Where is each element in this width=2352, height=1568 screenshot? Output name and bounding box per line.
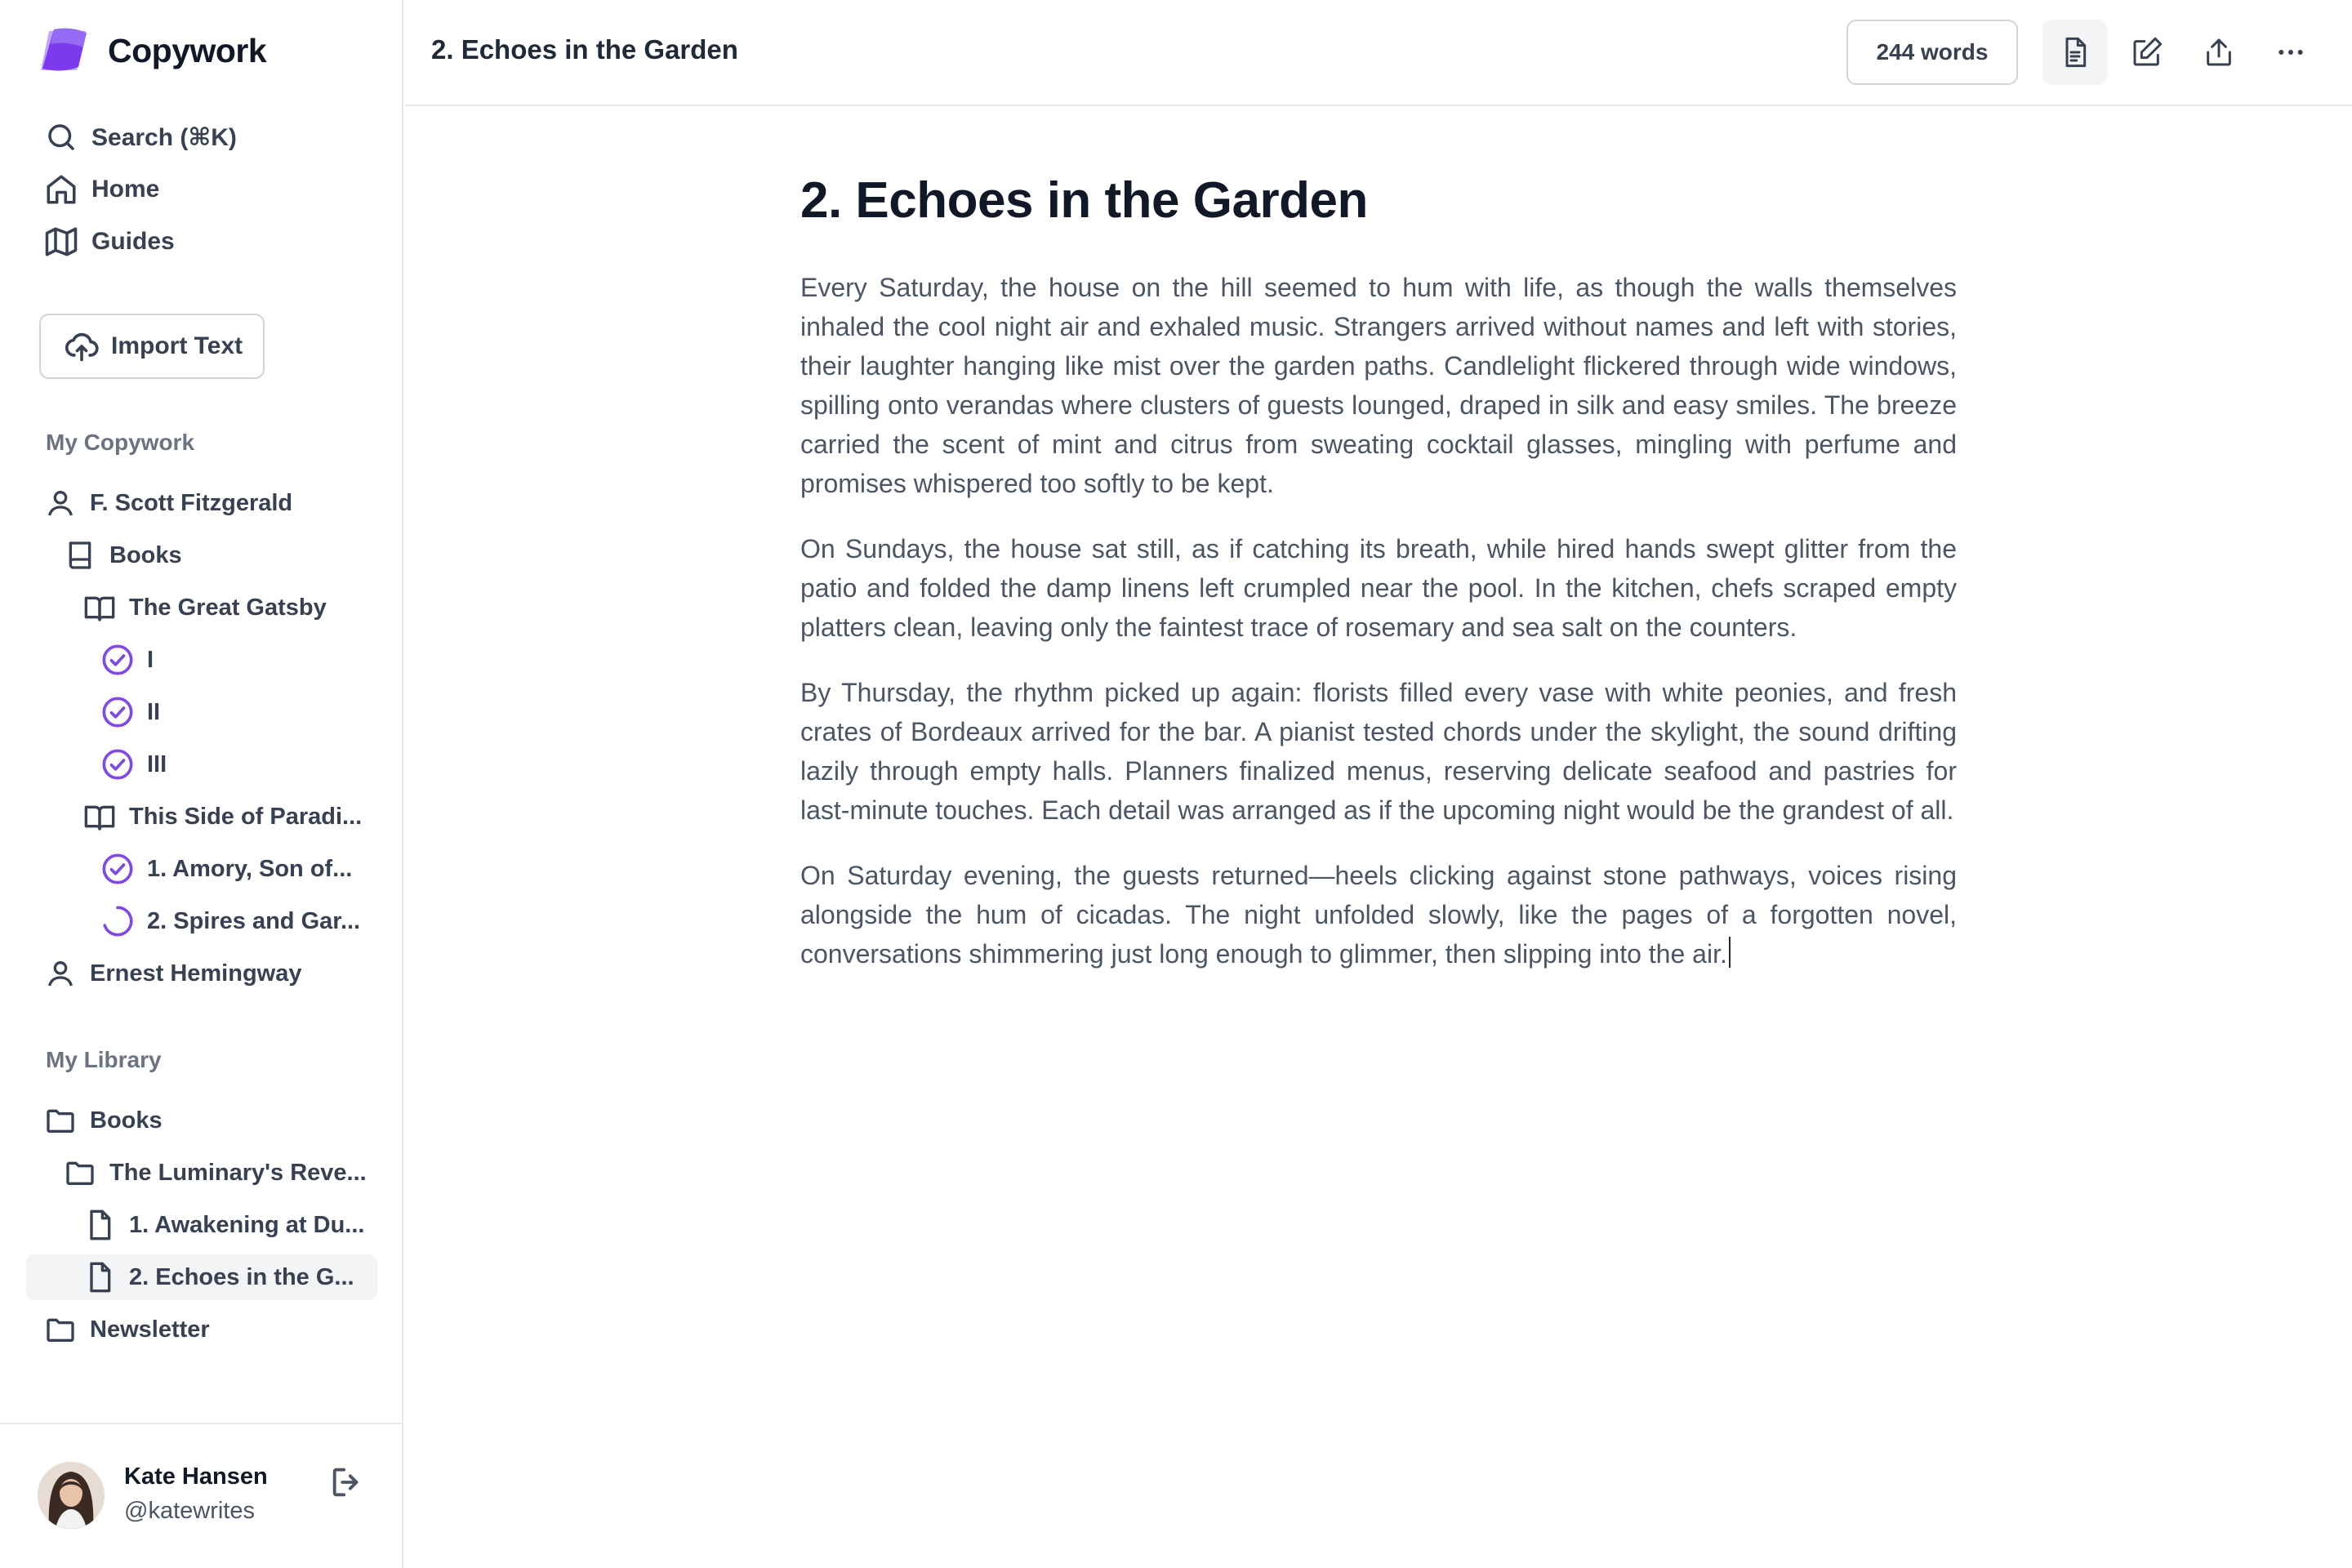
check-circle-icon — [101, 644, 134, 676]
paragraph: Every Saturday, the house on the hill seemed to hum with life, as though the walls themselves inhaled the cool night air and exhaled music. Strangers arrived without names and left with stories, their laughter hanging like mist over the garden paths. Candlelight flickered through wide windows, spilling onto verandas where clusters of guests lounged, draped in silk and easy smiles. The breeze carried the scent of mint and citrus from sweating cocktail glasses, mingling with perfume and promises whispered too softly to be kept. — [800, 273, 1957, 498]
paragraph: On Sundays, the house sat still, as if catching its breath, while hired hands swept glitter from the patio and folded the damp linens left crumpled near the pool. In the kitchen, chefs scraped empty platters clean, leaving only the faintest trace of rosemary and sea salt on the counters. — [800, 534, 1957, 642]
chapter-spires[interactable] — [101, 898, 360, 944]
doc-label: 1. Awakening at Du... — [129, 1211, 365, 1238]
check-circle-icon — [101, 748, 134, 781]
check-circle-icon — [101, 853, 134, 885]
author-hemingway[interactable] — [44, 951, 301, 996]
my-library-heading: My Library — [46, 1047, 162, 1072]
home-label: Home — [91, 176, 160, 203]
folder-label: The Luminary's Reve... — [109, 1159, 367, 1186]
author-label: Ernest Hemingway — [90, 960, 302, 987]
folder-luminary[interactable] — [64, 1150, 367, 1196]
logout-icon[interactable] — [328, 1463, 366, 1501]
avatar-portrait-icon — [38, 1462, 105, 1529]
edit-icon — [2131, 36, 2163, 69]
folder-icon — [64, 1156, 96, 1189]
my-copywork-heading: My Copywork — [46, 430, 195, 455]
import-text-button[interactable] — [39, 314, 265, 379]
paragraph: By Thursday, the rhythm picked up again: florists filled every vase with white peonies, and fresh crates of Bordeaux arrived for the bar. A pianist tested chords under the skylight, the sound drifting lazily through empty halls. Planners finalized menus, reserving delicate seafood and pastries for last-minute touches. Each detail was arranged as if the upcoming night would be the grandest of all. — [800, 678, 1957, 825]
chapter-label: I — [147, 646, 154, 673]
book-this-side-of-paradise[interactable] — [83, 794, 362, 840]
text-cursor — [1729, 937, 1731, 968]
chapter-label: 1. Amory, Son of... — [147, 855, 353, 882]
book-label: This Side of Paradi... — [129, 803, 363, 830]
loading-circle-icon — [101, 905, 134, 938]
document-icon — [2059, 36, 2091, 69]
folder-icon — [44, 1313, 77, 1346]
paragraph-text: On Saturday evening, the guests returned—heels clicking against stone pathways, voices rising alongside the hum of cicadas. The night unfolded slowly, like the pages of a forgotten novel, conversations shimmering just long enough to glimmer, then slipping into the air. — [800, 861, 1957, 969]
folder-newsletter[interactable] — [44, 1307, 210, 1352]
search-label: Search (⌘K) — [91, 123, 237, 151]
more-options-button[interactable] — [2258, 20, 2323, 85]
copywork-logo-icon — [38, 26, 91, 75]
home-icon — [44, 172, 78, 207]
map-icon — [44, 225, 78, 259]
guides-nav[interactable] — [44, 222, 175, 261]
folder-label: Newsletter — [90, 1316, 210, 1343]
document-title: 2. Echoes in the Garden — [800, 172, 1368, 229]
book-great-gatsby[interactable] — [83, 585, 327, 630]
app-name: Copywork — [108, 31, 267, 69]
doc-awakening[interactable] — [83, 1202, 364, 1248]
chapter-amory[interactable] — [101, 846, 352, 892]
author-label: F. Scott Fitzgerald — [90, 489, 293, 516]
top-bar — [405, 0, 2352, 106]
user-handle: @katewrites — [124, 1498, 255, 1524]
document-breadcrumb-title: 2. Echoes in the Garden — [431, 34, 738, 65]
document-editor[interactable] — [800, 168, 1957, 1000]
paragraph-last — [800, 856, 1957, 973]
more-icon — [2274, 36, 2307, 69]
chapter-label: II — [147, 698, 161, 725]
document-view-button[interactable] — [2042, 20, 2108, 85]
author-fitzgerald[interactable] — [44, 480, 292, 526]
import-text-label: Import Text — [111, 332, 243, 359]
books-group[interactable] — [64, 532, 182, 578]
share-icon — [2203, 36, 2235, 69]
edit-button[interactable] — [2114, 20, 2180, 85]
file-icon — [83, 1261, 116, 1294]
chapter-iii[interactable] — [101, 742, 167, 787]
books-label: Books — [109, 541, 182, 568]
home-nav[interactable] — [44, 170, 159, 209]
book-open-icon — [83, 591, 116, 624]
upload-cloud-icon — [64, 328, 100, 364]
doc-echoes-selected[interactable] — [26, 1254, 377, 1300]
book-open-icon — [83, 800, 116, 833]
folder-label: Books — [90, 1107, 163, 1134]
search-nav[interactable] — [44, 118, 237, 157]
brand[interactable] — [38, 26, 266, 75]
word-count-badge[interactable]: 244 words — [1846, 20, 2018, 85]
file-icon — [83, 1209, 116, 1241]
share-button[interactable] — [2186, 20, 2252, 85]
sidebar — [0, 0, 403, 1568]
book-icon — [64, 539, 96, 572]
chapter-label: 2. Spires and Gar... — [147, 907, 361, 934]
doc-label: 2. Echoes in the G... — [129, 1263, 354, 1290]
user-name: Kate Hansen — [124, 1463, 268, 1490]
user-icon — [44, 487, 77, 519]
folder-icon — [44, 1104, 77, 1137]
guides-label: Guides — [91, 228, 175, 255]
user-icon — [44, 957, 77, 990]
search-icon — [44, 120, 78, 154]
avatar[interactable] — [38, 1462, 105, 1529]
chapter-label: III — [147, 751, 167, 777]
chapter-ii[interactable] — [101, 689, 160, 735]
check-circle-icon — [101, 696, 134, 728]
book-label: The Great Gatsby — [129, 594, 327, 621]
chapter-i[interactable] — [101, 637, 154, 683]
library-books[interactable] — [44, 1098, 163, 1143]
